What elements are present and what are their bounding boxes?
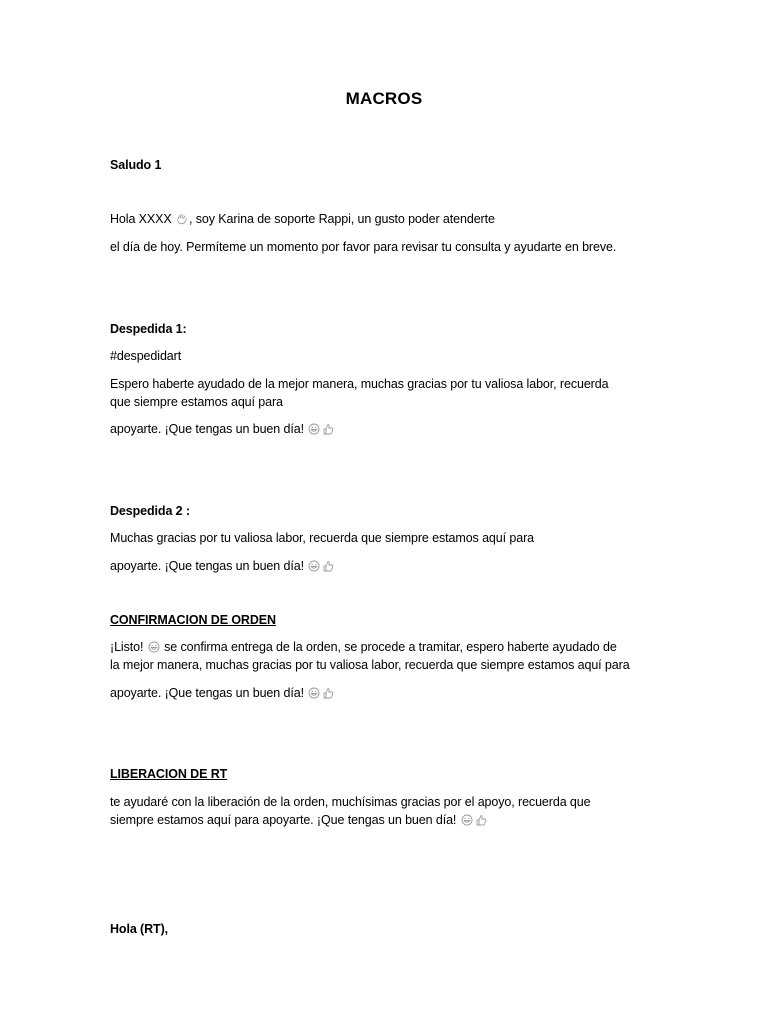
despedida2-heading: Despedida 2 :	[110, 504, 190, 518]
despedida1-line-1: Espero haberte ayudado de la mejor manera, muchas gracias por tu valiosa labor, recuerda	[110, 377, 609, 391]
grinning-face-icon	[308, 560, 320, 572]
saludo-line-1-end: , soy Karina de soporte Rappi, un gusto poder atenderte	[189, 212, 495, 226]
liberacion-heading: LIBERACION DE RT	[110, 767, 228, 781]
saludo-line-1-start: Hola XXXX	[110, 212, 172, 226]
thumbs-up-icon	[322, 560, 334, 572]
confirmacion-line-3	[110, 686, 335, 701]
grinning-face-icon	[308, 423, 320, 435]
saludo-line-1	[110, 212, 495, 227]
confirmacion-line-2: la mejor manera, muchas gracias por tu valiosa labor, recuerda que siempre estamos aquí para	[110, 658, 630, 672]
despedida2-line-1: Muchas gracias por tu valiosa labor, recuerda que siempre estamos aquí para	[110, 531, 534, 545]
liberacion-line-1: te ayudaré con la liberación de la orden, muchísimas gracias por el apoyo, recuerda que	[110, 795, 591, 809]
saludo-line-2: el día de hoy. Permíteme un momento por favor para revisar tu consulta y ayudarte en breve.	[110, 240, 617, 254]
waving-hand-icon	[176, 213, 188, 225]
despedida1-heading: Despedida 1:	[110, 322, 187, 336]
despedida1-line-3	[110, 422, 335, 437]
grinning-face-icon	[148, 641, 160, 653]
despedida2-line-2-text: apoyarte. ¡Que tengas un buen día!	[110, 559, 304, 573]
saludo-heading: Saludo 1	[110, 158, 162, 172]
liberacion-line-2-text: siempre estamos aquí para apoyarte. ¡Que tengas un buen día!	[110, 813, 457, 827]
confirmacion-line-1-end: se confirma entrega de la orden, se procede a tramitar, espero haberte ayudado de	[164, 640, 617, 654]
thumbs-up-icon	[322, 423, 334, 435]
thumbs-up-icon	[322, 687, 334, 699]
despedida1-line-2: que siempre estamos aquí para	[110, 395, 283, 409]
confirmacion-heading: CONFIRMACION DE ORDEN	[110, 613, 276, 627]
confirmacion-line-3-text: apoyarte. ¡Que tengas un buen día!	[110, 686, 304, 700]
grinning-face-icon	[308, 687, 320, 699]
thumbs-up-icon	[475, 814, 487, 826]
grinning-face-icon	[461, 814, 473, 826]
hola-rt-heading: Hola (RT),	[110, 922, 169, 936]
despedida1-tag: #despedidart	[110, 349, 182, 363]
confirmacion-line-1-start: ¡Listo!	[110, 640, 144, 654]
despedida1-line-3-text: apoyarte. ¡Que tengas un buen día!	[110, 422, 304, 436]
page-title: MACROS	[345, 89, 423, 108]
liberacion-line-2	[110, 813, 488, 828]
despedida2-line-2	[110, 559, 335, 574]
confirmacion-line-1	[110, 640, 617, 655]
